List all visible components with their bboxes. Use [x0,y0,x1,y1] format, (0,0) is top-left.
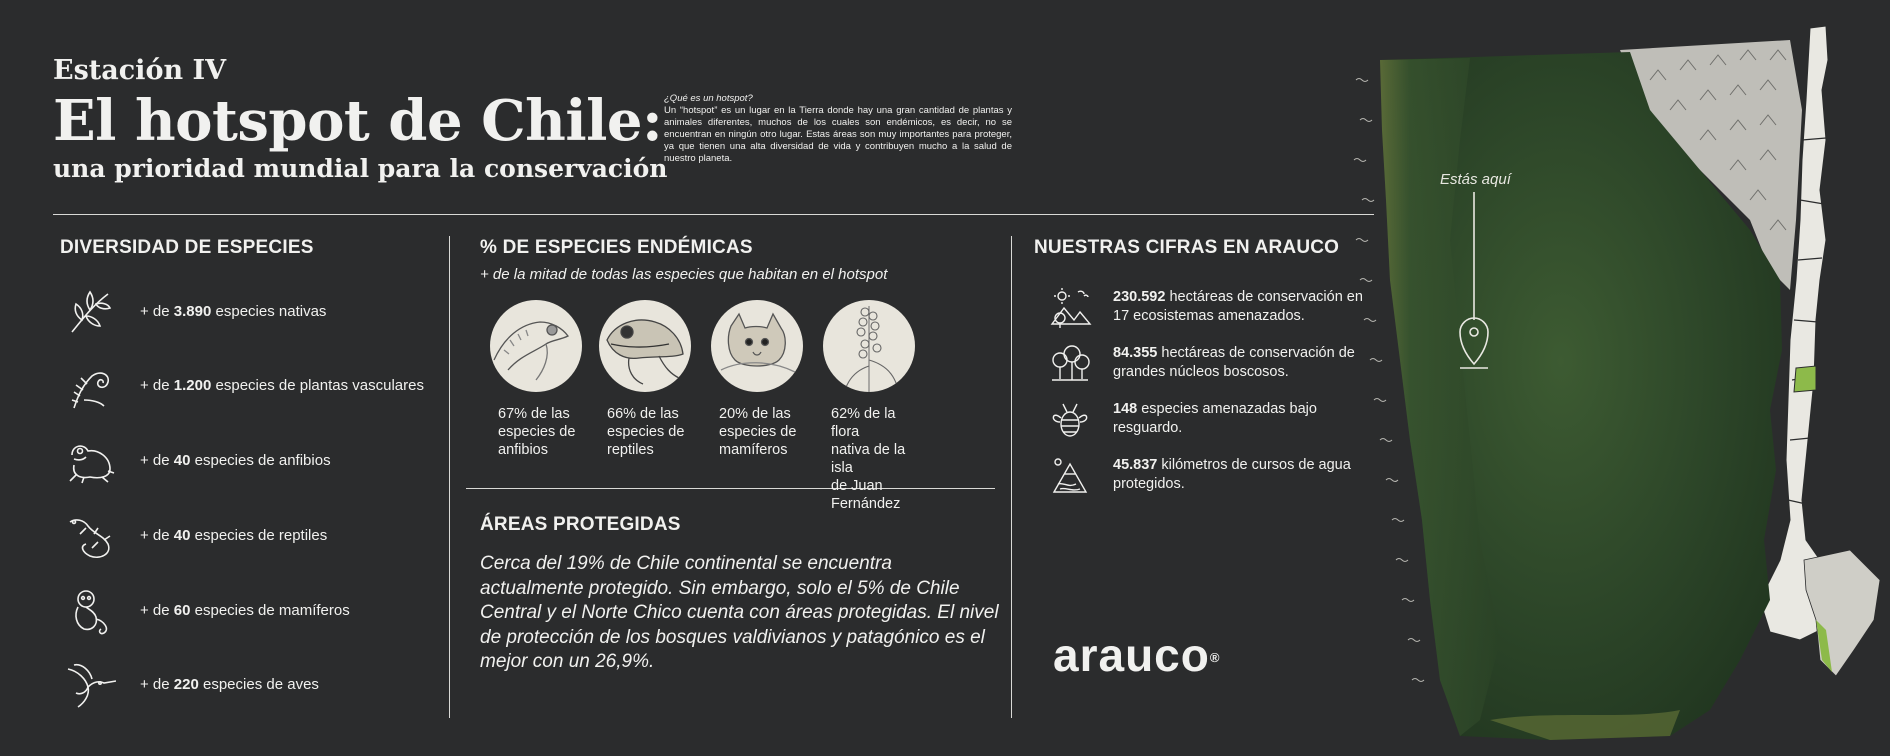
figure-text: 45.837 kilómetros de cursos de agua protegidos. [1113,457,1351,492]
endemic-subtitle: + de la mitad de todas las especies que habitan en el hotspot [480,266,888,283]
bee-icon [1048,398,1092,442]
species-row [60,510,440,566]
endemic-title: % DE ESPECIES ENDÉMICAS [480,237,753,258]
species-text: + de 60 especies de mamíferos [140,602,350,619]
bat-illustration [711,300,803,392]
species-row [60,585,440,641]
ecosystem-icon [1048,286,1092,330]
arauco-logo: arauco® [1053,629,1220,681]
lizard-illustration [490,300,582,392]
lizard-icon [64,510,116,562]
species-row [60,286,440,342]
frog-illustration [599,300,691,392]
protected-text: Cerca del 19% de Chile continental se encuentra actualmente protegido. Sin embargo, solo el 5% de Chile Central y el Norte Chico cuenta con áreas protegidas. El nivel de protección de los bosques valdivianos y patagónico es el mejor con un 26,9%. [480,553,999,672]
endemic-caption: 66% de las especies de reptiles [607,406,685,458]
monkey-icon [64,585,116,637]
column-divider-1 [449,236,450,718]
hotspot-definition [664,93,1012,165]
diversity-title: DIVERSIDAD DE ESPECIES [60,237,314,258]
species-text: + de 40 especies de anfibios [140,452,331,469]
river-mountain-icon [1048,454,1092,498]
endemic-item [823,300,923,513]
arauco-region [1794,366,1816,392]
hotspot-answer: Un “hotspot” es un lugar en la Tierra donde hay una gran cantidad de plantas y animales diferentes, muchos de los cuales son endémicos, es decir, no se encuentran en ningún otro lugar. Estas áreas son muy importantes para proteger, ya que tienen una alta diversidad de vida y contribuyen mucho a la salud de nuestro planeta. [664,105,1012,164]
species-row [60,435,440,491]
species-text: + de 220 especies de aves [140,676,319,693]
endemic-caption: 62% de la flora nativa de la isla de Juan Fernández [831,406,906,512]
species-text: + de 40 especies de reptiles [140,527,328,544]
forest-icon [1048,342,1092,386]
page-title: El hotspot de Chile: [53,88,663,154]
page-subtitle: una prioridad mundial para la conservación [53,154,668,183]
frog-icon [64,435,116,487]
south-america-inset [1804,550,1880,676]
fern-icon [64,360,116,412]
leaf-branch-icon [64,286,116,338]
species-text: + de 1.200 especies de plantas vasculares [140,377,424,394]
species-row [60,659,440,715]
hummingbird-icon [64,659,116,711]
figure-text: 84.355 hectáreas de conservación de grandes núcleos boscosos. [1113,345,1355,380]
endemic-caption: 20% de las especies de mamíferos [719,406,797,458]
station-label: Estación IV [53,55,227,86]
endemic-caption: 67% de las especies de anfibios [498,406,576,458]
you-are-here-label: Estás aquí [1440,171,1511,188]
flower-illustration [823,300,915,392]
species-text: + de 3.890 especies nativas [140,303,327,320]
endemic-item [711,300,811,459]
figures-title: NUESTRAS CIFRAS EN ARAUCO [1034,237,1340,258]
column-divider-2 [1011,236,1012,718]
endemic-item [599,300,699,459]
chile-map [1350,20,1890,756]
figure-text: 230.592 hectáreas de conservación en 17 ecosistemas amenazados. [1113,289,1363,324]
header-divider [53,214,1374,215]
species-row [60,360,440,416]
endemic-item [490,300,590,459]
protected-title: ÁREAS PROTEGIDAS [480,514,681,535]
figure-text: 148 especies amenazadas bajo resguardo. [1113,401,1317,436]
hotspot-question: ¿Qué es un hotspot? [664,93,753,104]
